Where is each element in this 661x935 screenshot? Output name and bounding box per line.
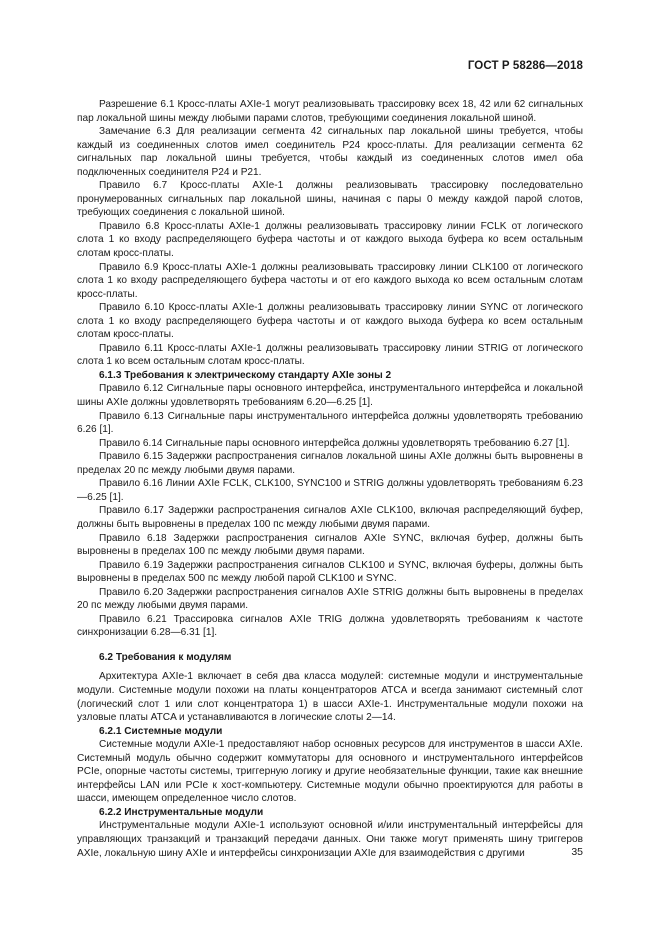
para-6-2-1: Системные модули AXIe-1 предоставляют набор основных ресурсов для инструментов в шасси AXIe. Системный модуль обычно содержит коммутаторы для основного и инструментального интерфейсов PCIe, опорные частоты системы, триггерную логику и другие необязательные функции, такие как внешние интерфейсы LAN или PCIe к хост-компьютеру. Системные модули обычно проектируются для работы в шасси, имеющем определенное число слотов. xyxy=(77,739,583,805)
rule-6-18: Правило 6.18 Задержки распространения сигналов AXIe SYNC, включая буфер, должны быть выровнены в пределах 100 пс между любыми двумя парами. xyxy=(77,532,583,558)
rule-6-16: Правило 6.16 Линии AXIe FCLK, CLK100, SYNC100 и STRIG должны удовлетворять требованиям 6.23—6.25 [1]. xyxy=(77,478,583,503)
rule-6-13: Правило 6.13 Сигнальные пары инструментального интерфейса должны удовлетворять требованию 6.26 [1]. xyxy=(77,410,583,436)
rule-6-19: Правило 6.19 Задержки распространения сигналов CLK100 и SYNC, включая буферы, должны быть выровнены в пределах 500 пс между любой парой CLK100 и SYNC. xyxy=(77,559,583,585)
rule-6-20: Правило 6.20 Задержки распространения сигналов AXIe STRIG должны быть выровнены в пределах 20 пс между любыми двумя парами. xyxy=(77,586,583,612)
para-6-2-intro: Архитектура AXIe-1 включает в себя два класса модулей: системные модули и инструментальные модули. Системные модули похожи на платы концентраторов ATCA и всегда занимают системный слот (логический слот 1 или слот концентратора 1) в шасси AXIe-1. Инструментальные модули похожи на узловые платы ATCA и устанавливаются в логические слоты 2—14. xyxy=(77,671,583,724)
rule-6-8: Правило 6.8 Кросс-платы AXIe-1 должны реализовывать трассировку линии FCLK от логического слота 1 ко входу распределяющего буфера частоты и от каждого выхода буфера ко всем остальным слотам кросс-платы. xyxy=(77,220,583,260)
document-body xyxy=(77,98,583,860)
heading-6-2: 6.2 Требования к модулям xyxy=(99,651,232,663)
spacer xyxy=(77,640,583,651)
document-code-header: ГОСТ Р 58286—2018 xyxy=(467,60,583,72)
rule-6-17: Правило 6.17 Задержки распространения сигналов AXIe CLK100, включая распределяющий буфер, должны быть выровнены в пределах 100 пс между любыми двумя парами. xyxy=(77,505,583,530)
heading-6-2-1: 6.2.1 Системные модули xyxy=(99,725,223,737)
rule-6-14: Правило 6.14 Сигнальные пары основного интерфейса должны удовлетворять требованию 6.27 [1]. xyxy=(99,437,570,449)
rule-6-10: Правило 6.10 Кросс-платы AXIe-1 должны реализовывать трассировку линии SYNC от логического слота 1 ко входу распределяющего буфера частоты и от каждого выхода буфера ко всем остальным слотам кросс-платы. xyxy=(77,302,583,341)
rule-6-21: Правило 6.21 Трассировка сигналов AXIe TRIG должна удовлетворять требованиям к частоте синхронизации 6.28—6.31 [1]. xyxy=(77,613,583,639)
para-6-2-2: Инструментальные модули AXIe-1 используют основной и/или инструментальный интерфейсы для управляющих транзакций и транзакций передачи данных. Они также могут применять шину триггеров AXIe, локальную шину AXIe и интерфейсы синхронизации AXIe для взаимодействия с другими xyxy=(77,820,583,859)
rule-6-9: Правило 6.9 Кросс-платы AXIe-1 должны реализовывать трассировку линии CLK100 от логического слота 1 ко входу распределяющего буфера частоты и от его каждого выхода ко всем остальным слотам кросс-платы. xyxy=(77,261,583,300)
permission-6-1: Разрешение 6.1 Кросс-платы AXIe-1 могут реализовывать трассировку всех 18, 42 или 62 сигнальных пар локальной шины между любыми парами слотов, требующими соединения локальной шиной. xyxy=(77,99,583,124)
rule-6-12: Правило 6.12 Сигнальные пары основного интерфейса, инструментального интерфейса и локальной шины AXIe должны удовлетворять требованиям 6.20—6.25 [1]. xyxy=(77,383,583,409)
heading-6-1-3: 6.1.3 Требования к электрическому стандарту AXIe зоны 2 xyxy=(99,369,392,381)
heading-6-2-2: 6.2.2 Инструментальные модули xyxy=(99,806,264,818)
remark-6-3: Замечание 6.3 Для реализации сегмента 42 сигнальных пар локальной шины требуется, чтобы каждый из соединенных слотов имел соединитель P24 кросс-платы. Для реализации сегмента 62 сигнальных пар локальной шины требуется, чтобы каждый из соединенных слотов имел оба подключенных соединителя P24 и P21. xyxy=(77,126,583,178)
rule-6-7: Правило 6.7 Кросс-платы AXIe-1 должны реализовывать трассировку последовательно пронумерованных сигнальных пар локальной шины, начиная с пары 0 между каждой парой слотов, требующих соединения с локальной шиной. xyxy=(77,180,583,219)
rule-6-15: Правило 6.15 Задержки распространения сигналов локальной шины AXIe должны быть выровнены в пределах 20 пс между любыми двумя парами. xyxy=(77,451,583,476)
rule-6-11: Правило 6.11 Кросс-платы AXIe-1 должны реализовывать трассировку линии STRIG от логического слота 1 ко всем остальным слотам кросс-платы. xyxy=(77,342,583,368)
page-number: 35 xyxy=(571,846,583,858)
